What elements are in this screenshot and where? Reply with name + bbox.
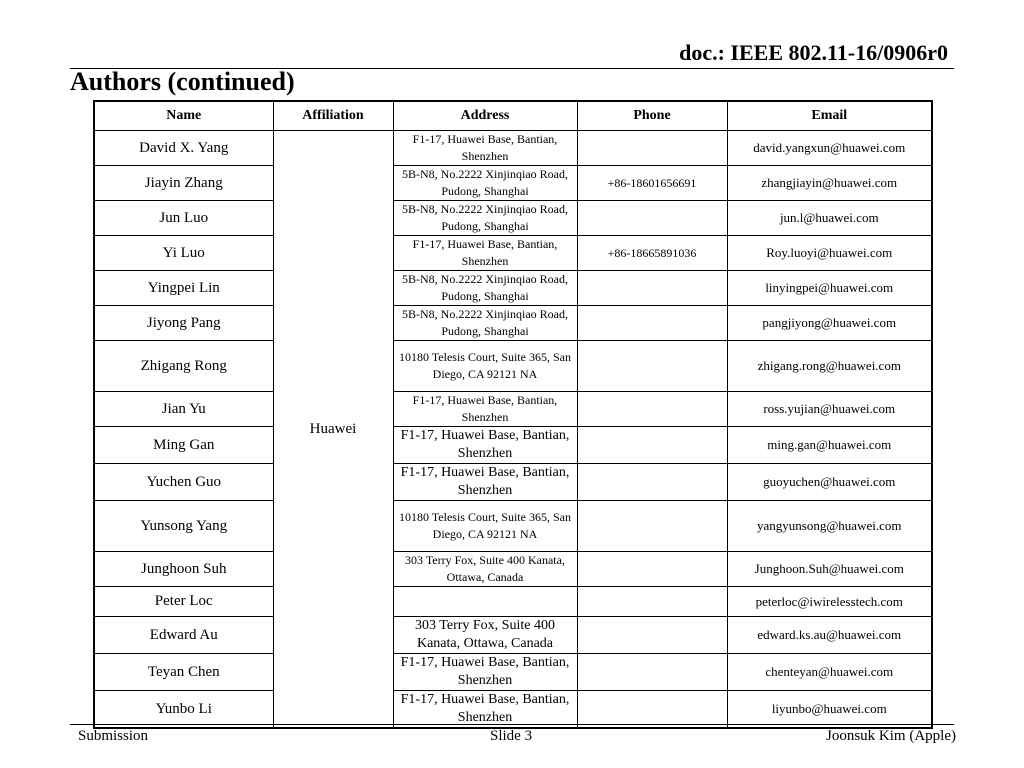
author-phone xyxy=(577,617,727,654)
slide-title: Authors (continued) xyxy=(70,67,295,96)
author-phone xyxy=(577,552,727,587)
author-email: ross.yujian@huawei.com xyxy=(727,392,932,427)
author-phone xyxy=(577,392,727,427)
table-row xyxy=(94,587,932,617)
author-name: Ming Gan xyxy=(94,427,273,464)
author-email: chenteyan@huawei.com xyxy=(727,654,932,691)
author-name: Edward Au xyxy=(94,617,273,654)
author-affiliation: Huawei xyxy=(273,131,393,729)
author-address: 303 Terry Fox, Suite 400 Kanata, Ottawa, Canada xyxy=(393,552,577,587)
table-row xyxy=(94,501,932,552)
author-phone xyxy=(577,341,727,392)
author-email: linyingpei@huawei.com xyxy=(727,271,932,306)
author-phone xyxy=(577,306,727,341)
author-email: pangjiyong@huawei.com xyxy=(727,306,932,341)
author-email: peterloc@iwirelesstech.com xyxy=(727,587,932,617)
author-name: David X. Yang xyxy=(94,131,273,166)
author-name: Yi Luo xyxy=(94,236,273,271)
footer-slide-number: Slide 3 xyxy=(490,728,533,744)
author-address: F1-17, Huawei Base, Bantian, Shenzhen xyxy=(393,654,577,691)
author-phone xyxy=(577,587,727,617)
author-email: guoyuchen@huawei.com xyxy=(727,464,932,501)
author-name: Junghoon Suh xyxy=(94,552,273,587)
author-address: F1-17, Huawei Base, Bantian, Shenzhen xyxy=(393,131,577,166)
author-phone xyxy=(577,691,727,729)
author-name: Jian Yu xyxy=(94,392,273,427)
table-row xyxy=(94,691,932,729)
column-header-phone: Phone xyxy=(577,101,727,131)
table-row xyxy=(94,306,932,341)
author-phone xyxy=(577,427,727,464)
author-address: 10180 Telesis Court, Suite 365, San Diego, CA 92121 NA xyxy=(393,341,577,392)
author-phone xyxy=(577,201,727,236)
author-email: david.yangxun@huawei.com xyxy=(727,131,932,166)
author-phone xyxy=(577,131,727,166)
author-address: F1-17, Huawei Base, Bantian, Shenzhen xyxy=(393,236,577,271)
document-id: doc.: IEEE 802.11-16/0906r0 xyxy=(679,40,948,65)
author-address: F1-17, Huawei Base, Bantian, Shenzhen xyxy=(393,464,577,501)
author-email: ming.gan@huawei.com xyxy=(727,427,932,464)
author-phone xyxy=(577,501,727,552)
author-name: Yuchen Guo xyxy=(94,464,273,501)
authors-table xyxy=(93,100,933,729)
author-address: F1-17, Huawei Base, Bantian, Shenzhen xyxy=(393,691,577,729)
column-header-affiliation: Affiliation xyxy=(273,101,393,131)
author-address: 5B-N8, No.2222 Xinjinqiao Road, Pudong, Shanghai xyxy=(393,271,577,306)
table-row xyxy=(94,392,932,427)
column-header-email: Email xyxy=(727,101,932,131)
author-phone: +86-18601656691 xyxy=(577,166,727,201)
column-header-name: Name xyxy=(94,101,273,131)
author-email: edward.ks.au@huawei.com xyxy=(727,617,932,654)
author-email: Roy.luoyi@huawei.com xyxy=(727,236,932,271)
author-phone xyxy=(577,271,727,306)
table-row xyxy=(94,617,932,654)
author-phone xyxy=(577,464,727,501)
author-phone: +86-18665891036 xyxy=(577,236,727,271)
footer-divider xyxy=(70,724,954,725)
author-address: F1-17, Huawei Base, Bantian, Shenzhen xyxy=(393,392,577,427)
author-name: Zhigang Rong xyxy=(94,341,273,392)
table-row xyxy=(94,654,932,691)
author-name: Jun Luo xyxy=(94,201,273,236)
author-phone xyxy=(577,654,727,691)
author-name: Yunsong Yang xyxy=(94,501,273,552)
footer-submission: Submission xyxy=(78,728,149,744)
author-email: yangyunsong@huawei.com xyxy=(727,501,932,552)
table-row xyxy=(94,201,932,236)
author-name: Peter Loc xyxy=(94,587,273,617)
footer-author: Joonsuk Kim (Apple) xyxy=(826,728,956,744)
author-email: jun.l@huawei.com xyxy=(727,201,932,236)
table-row xyxy=(94,464,932,501)
author-address: 5B-N8, No.2222 Xinjinqiao Road, Pudong, Shanghai xyxy=(393,166,577,201)
table-row xyxy=(94,236,932,271)
table-row xyxy=(94,271,932,306)
author-name: Teyan Chen xyxy=(94,654,273,691)
author-name: Jiayin Zhang xyxy=(94,166,273,201)
column-header-address: Address xyxy=(393,101,577,131)
table-row xyxy=(94,131,932,166)
author-address: 303 Terry Fox, Suite 400 Kanata, Ottawa, Canada xyxy=(393,617,577,654)
table-row xyxy=(94,166,932,201)
table-header-row xyxy=(94,101,932,131)
author-email: zhigang.rong@huawei.com xyxy=(727,341,932,392)
author-name: Yunbo Li xyxy=(94,691,273,729)
author-address: F1-17, Huawei Base, Bantian, Shenzhen xyxy=(393,427,577,464)
author-name: Jiyong Pang xyxy=(94,306,273,341)
table-row xyxy=(94,552,932,587)
table-row xyxy=(94,427,932,464)
author-address: 10180 Telesis Court, Suite 365, San Diego, CA 92121 NA xyxy=(393,501,577,552)
author-email: zhangjiayin@huawei.com xyxy=(727,166,932,201)
author-email: Junghoon.Suh@huawei.com xyxy=(727,552,932,587)
author-address: 5B-N8, No.2222 Xinjinqiao Road, Pudong, Shanghai xyxy=(393,201,577,236)
author-email: liyunbo@huawei.com xyxy=(727,691,932,729)
author-name: Yingpei Lin xyxy=(94,271,273,306)
table-row xyxy=(94,341,932,392)
author-address: 5B-N8, No.2222 Xinjinqiao Road, Pudong, Shanghai xyxy=(393,306,577,341)
author-address xyxy=(393,587,577,617)
